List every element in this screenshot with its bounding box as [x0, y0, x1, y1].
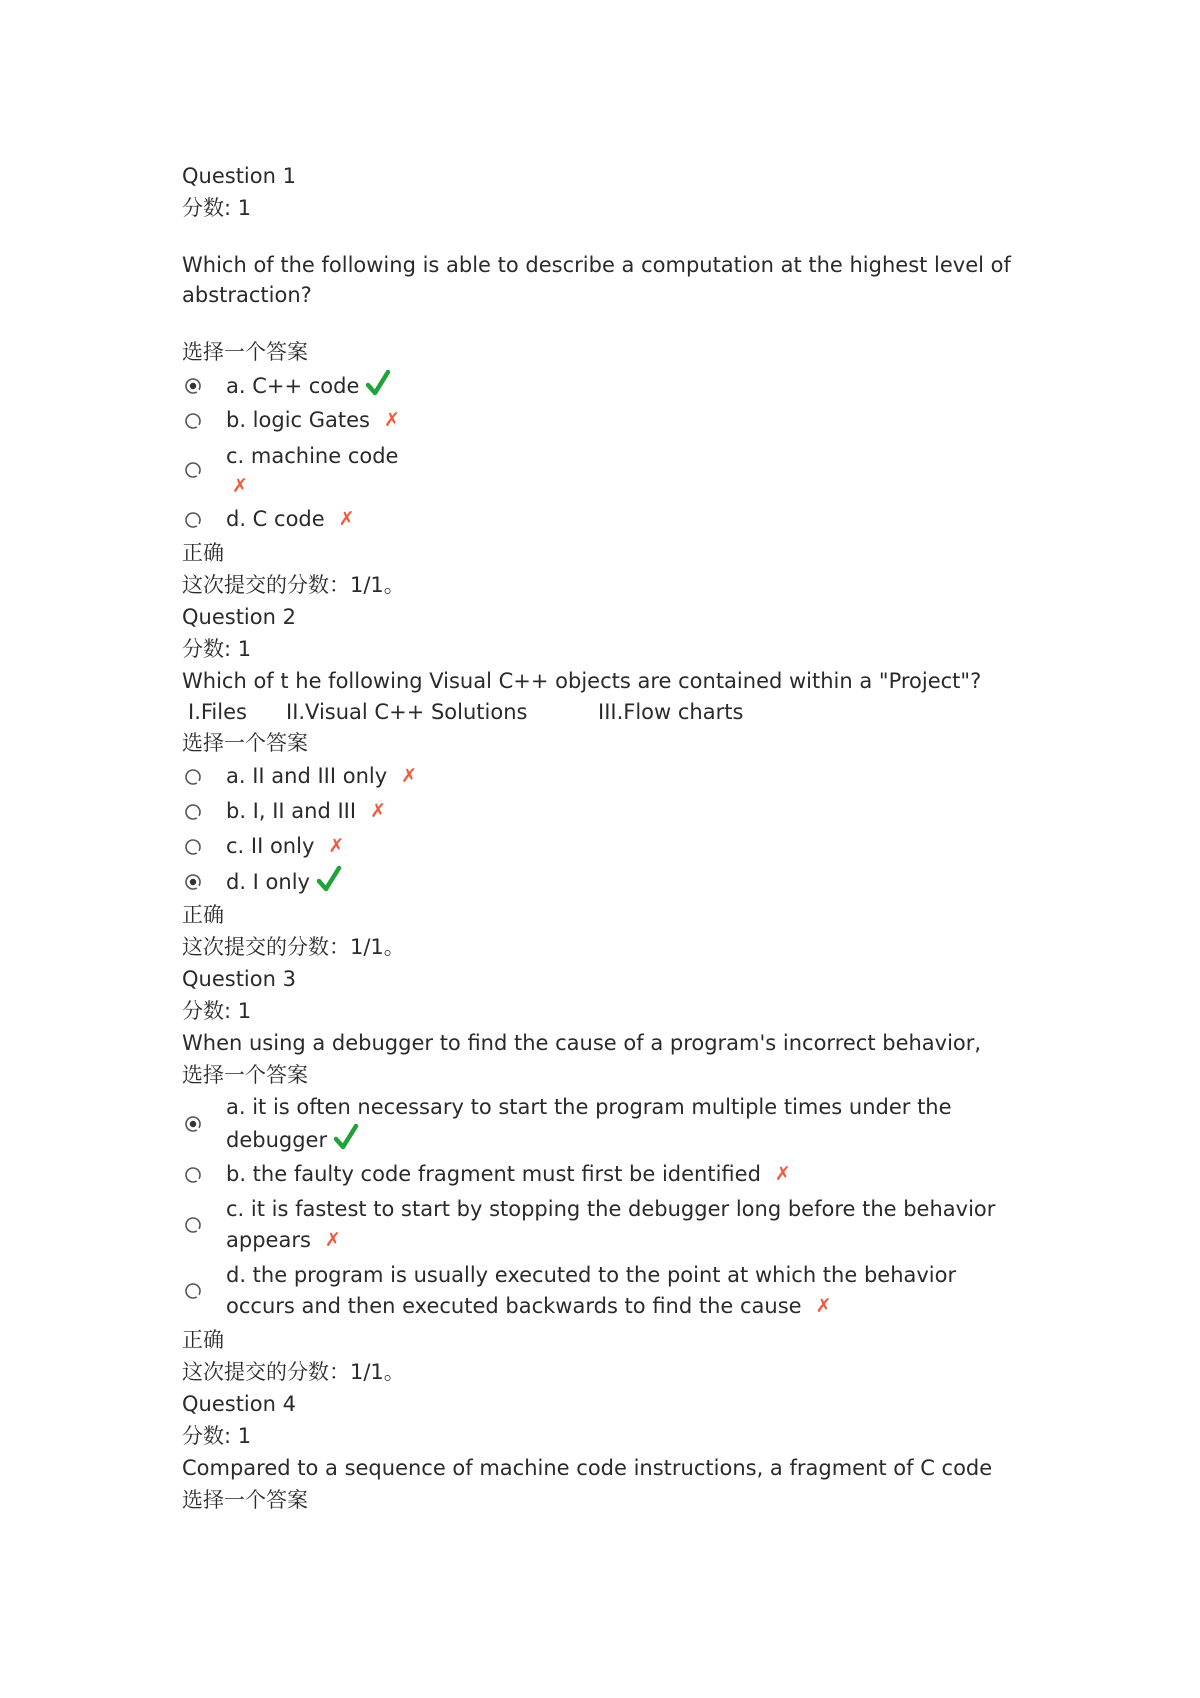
- radio-unchecked-icon[interactable]: [184, 461, 202, 479]
- option-a[interactable]: [182, 759, 1062, 794]
- question-title: Question 2: [182, 605, 296, 629]
- radio-checked-icon[interactable]: [184, 1115, 202, 1133]
- question-text: Which of the following is able to describe a computation at the highest level of abstraction?: [182, 253, 1011, 307]
- option-d[interactable]: [182, 1258, 1062, 1324]
- radio-unchecked-icon[interactable]: [184, 838, 202, 856]
- question-1: [182, 160, 1062, 601]
- radio-unchecked-icon[interactable]: [184, 1166, 202, 1184]
- checkmark-icon: [333, 1123, 359, 1151]
- radio-checked-icon[interactable]: [184, 873, 202, 891]
- option-label: c. it is fastest to start by stopping the debugger long before the behavior appears: [226, 1197, 996, 1252]
- item-solutions: II.Visual C++ Solutions: [286, 700, 528, 724]
- answer-status: 正确: [182, 541, 224, 565]
- cross-icon: ✗: [774, 1163, 791, 1185]
- option-b[interactable]: [182, 403, 1062, 438]
- answer-prompt: 选择一个答案: [182, 1063, 308, 1087]
- submission-score: 这次提交的分数：1/1。: [182, 573, 405, 597]
- option-label: d. I only: [226, 870, 310, 894]
- question-text: When using a debugger to find the cause of a program's incorrect behavior,: [182, 1031, 982, 1055]
- question-score: 分数: 1: [182, 1424, 252, 1448]
- option-d[interactable]: [182, 502, 1062, 537]
- option-label: c. machine code: [226, 443, 399, 468]
- answer-prompt: 选择一个答案: [182, 1488, 308, 1512]
- option-label: b. logic Gates: [226, 408, 370, 432]
- radio-unchecked-icon[interactable]: [184, 803, 202, 821]
- radio-unchecked-icon[interactable]: [184, 1216, 202, 1234]
- question-score: 分数: 1: [182, 999, 252, 1023]
- option-b[interactable]: [182, 794, 1062, 829]
- option-a[interactable]: [182, 368, 1062, 403]
- option-d[interactable]: [182, 864, 1062, 899]
- option-c[interactable]: [182, 1192, 1062, 1258]
- answer-prompt: 选择一个答案: [182, 731, 308, 755]
- cross-icon: ✗: [815, 1295, 832, 1317]
- cross-icon: ✗: [401, 765, 418, 787]
- submission-score: 这次提交的分数：1/1。: [182, 1360, 405, 1384]
- question-2: [182, 601, 1062, 963]
- cross-icon: ✗: [384, 409, 400, 431]
- option-label: a. C++ code: [226, 374, 360, 398]
- option-b[interactable]: [182, 1157, 1062, 1192]
- option-label: c. II only: [226, 834, 315, 858]
- cross-icon: ✗: [328, 835, 345, 857]
- item-files: I.Files: [188, 700, 247, 724]
- question-title: Question 1: [182, 164, 296, 188]
- question-score: 分数: 1: [182, 637, 252, 661]
- cross-icon: ✗: [370, 800, 386, 822]
- question-4: [182, 1388, 1062, 1516]
- cross-icon: ✗: [232, 474, 248, 497]
- option-label: d. the program is usually executed to the point at which the behavior occurs and then executed backwards to find the cause: [226, 1263, 957, 1318]
- question-3: [182, 963, 1062, 1388]
- radio-checked-icon[interactable]: [184, 377, 202, 395]
- question-score: 分数: 1: [182, 196, 252, 220]
- cross-icon: ✗: [338, 508, 355, 530]
- option-label: a. II and III only: [226, 764, 388, 788]
- option-label: a. it is often necessary to start the program multiple times under the debugger: [226, 1095, 952, 1152]
- question-text: Which of t he following Visual C++ objects are contained within a "Project"?: [182, 669, 982, 693]
- answer-prompt: 选择一个答案: [182, 340, 308, 364]
- option-c[interactable]: [182, 438, 1062, 502]
- submission-score: 这次提交的分数：1/1。: [182, 935, 405, 959]
- radio-unchecked-icon[interactable]: [184, 768, 202, 786]
- question-text: Compared to a sequence of machine code instructions, a fragment of C code: [182, 1456, 993, 1480]
- item-flowcharts: III.Flow charts: [598, 700, 744, 724]
- checkmark-icon: [365, 369, 391, 397]
- option-label: b. the faulty code fragment must first be identified: [226, 1162, 761, 1186]
- question-title: Question 4: [182, 1392, 296, 1416]
- option-a[interactable]: [182, 1091, 1062, 1157]
- option-label: b. I, II and III: [226, 799, 357, 823]
- option-label: d. C code: [226, 507, 325, 531]
- checkmark-icon: [316, 865, 342, 893]
- radio-unchecked-icon[interactable]: [184, 1282, 202, 1300]
- option-c[interactable]: [182, 829, 1062, 864]
- radio-unchecked-icon[interactable]: [184, 511, 202, 529]
- cross-icon: ✗: [324, 1229, 341, 1251]
- answer-status: 正确: [182, 1328, 224, 1352]
- radio-unchecked-icon[interactable]: [184, 412, 202, 430]
- answer-status: 正确: [182, 903, 224, 927]
- question-items: [188, 697, 1062, 727]
- quiz-document: [182, 160, 1062, 1516]
- question-title: Question 3: [182, 967, 296, 991]
